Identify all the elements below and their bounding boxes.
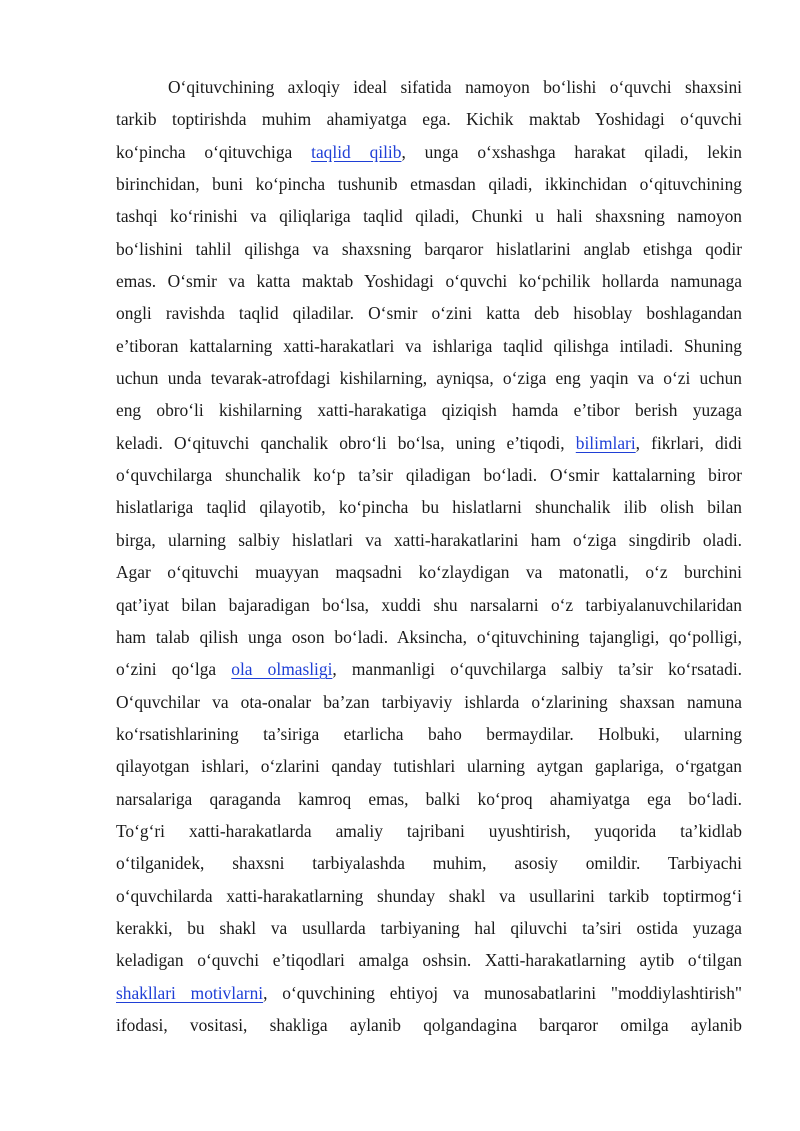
text-line: eng obro‘li kishilarning xatti-harakatiga qiziqish hamda e’tibor berish yuzaga: [116, 400, 742, 421]
text-segment: , unga o‘xshashga harakat qiladi, lekin: [401, 141, 742, 162]
hyperlink[interactable]: bilimlari: [575, 432, 636, 453]
text-line: o‘quvchilarga shunchalik ko‘p ta’sir qiladigan bo‘ladi. O‘smir kattalarning biror: [116, 465, 742, 486]
text-line: ko‘rsatishlarining ta’siriga etarlicha baho bermaydilar. Holbuki, ularning: [116, 723, 742, 744]
text-line: bo‘lishini tahlil qilishga va shaxsning barqaror hislatlarini anglab etishga qodir: [116, 238, 742, 259]
text-line: [116, 427, 742, 459]
text-segment: , manmanligi o‘quvchilarga salbiy ta’sir ko‘rsatadi.: [332, 659, 742, 680]
text-line: ham talab qilish unga oson bo‘ladi. Aksincha, o‘qituvchining tajangligi, qo‘polligi,: [116, 626, 742, 647]
text-line: kerakki, bu shakl va usullarda tarbiyaning hal qiluvchi ta’siri ostida yuzaga: [116, 917, 742, 938]
text-line: tashqi ko‘rinishi va qiliqlariga taqlid qiladi, Chunki u hali shaxsning namoyon: [116, 206, 742, 227]
text-line: [116, 136, 742, 168]
text-line: Agar o‘qituvchi muayyan maqsadni ko‘zlaydigan va matonatli, o‘z burchini: [116, 562, 742, 583]
text-segment: o‘zini qo‘lga: [116, 659, 232, 680]
text-line: [116, 653, 742, 685]
text-line: O‘quvchilar va ota-onalar ba’zan tarbiyaviy ishlarda o‘zlarining shaxsan namuna: [116, 691, 742, 712]
text-line: o‘tilganidek, shaxsni tarbiyalashda muhim, asosiy omildir. Tarbiyachi: [116, 853, 742, 874]
text-line: e’tiboran kattalarning xatti-harakatlari va ishlariga taqlid qilishga intiladi. Shuning: [116, 335, 742, 356]
text-line: o‘quvchilarda xatti-harakatlarning shunday shakl va usullarini tarkib toptirmog‘i: [116, 885, 742, 906]
text-line: emas. O‘smir va katta maktab Yoshidagi o‘quvchi ko‘pchilik hollarda namunaga: [116, 271, 742, 292]
text-line: tarkib toptirishda muhim ahamiyatga ega. Kichik maktab Yoshidagi o‘quvchi: [116, 109, 742, 130]
text-line: birinchidan, buni ko‘pincha tushunib etmasdan qiladi, ikkinchidan o‘qituvchining: [116, 174, 742, 195]
text-line: keladigan o‘quvchi e’tiqodlari amalga oshsin. Xatti-harakatlarning aytib o‘tilgan: [116, 950, 742, 971]
text-line: O‘qituvchining axloqiy ideal sifatida namoyon bo‘lishi o‘quvchi shaxsini: [168, 77, 742, 97]
text-line: narsalariga qaraganda kamroq emas, balki ko‘proq ahamiyatga ega bo‘ladi.: [116, 788, 742, 809]
hyperlink[interactable]: taqlid qilib: [311, 141, 402, 162]
text-line: uchun unda tevarak-atrofdagi kishilarning, ayniqsa, o‘ziga eng yaqin va o‘zi uchun: [116, 368, 742, 389]
text-line: ongli ravishda taqlid qiladilar. O‘smir o‘zini katta deb hisoblay boshlagandan: [116, 303, 742, 324]
text-line: qilayotgan ishlari, o‘zlarini qanday tutishlari ularning aytgan gaplariga, o‘rgatgan: [116, 756, 742, 777]
hyperlink[interactable]: shakllari motivlarni: [116, 982, 264, 1003]
text-segment: , fikrlari, didi: [635, 432, 743, 453]
text-segment: keladi. O‘qituvchi qanchalik obro‘li bo‘lsa, uning e’tiqodi,: [116, 432, 576, 453]
text-segment: , o‘quvchining ehtiyoj va munosabatlarini "moddiylashtirish": [263, 982, 742, 1003]
text-line: ifodasi, vositasi, shakliga aylanib qolgandagina barqaror omilga aylanib: [116, 1014, 742, 1035]
body-paragraph: [116, 71, 742, 1041]
text-line: hislatlariga taqlid qilayotib, ko‘pincha bu hislatlarni shunchalik ilib olish bilan: [116, 497, 742, 518]
text-line: qat’iyat bilan bajaradigan bo‘lsa, xuddi shu narsalarni o‘z tarbiyalanuvchilaridan: [116, 594, 742, 615]
text-segment: ko‘pincha o‘qituvchiga: [116, 141, 312, 162]
text-line: [116, 977, 742, 1009]
text-line: birga, ularning salbiy hislatlari va xatti-harakatlarini ham o‘ziga singdirib oladi.: [116, 529, 742, 550]
hyperlink[interactable]: ola olmasligi: [231, 659, 333, 680]
text-line: To‘g‘ri xatti-harakatlarda amaliy tajribani uyushtirish, yuqorida ta’kidlab: [116, 820, 742, 841]
